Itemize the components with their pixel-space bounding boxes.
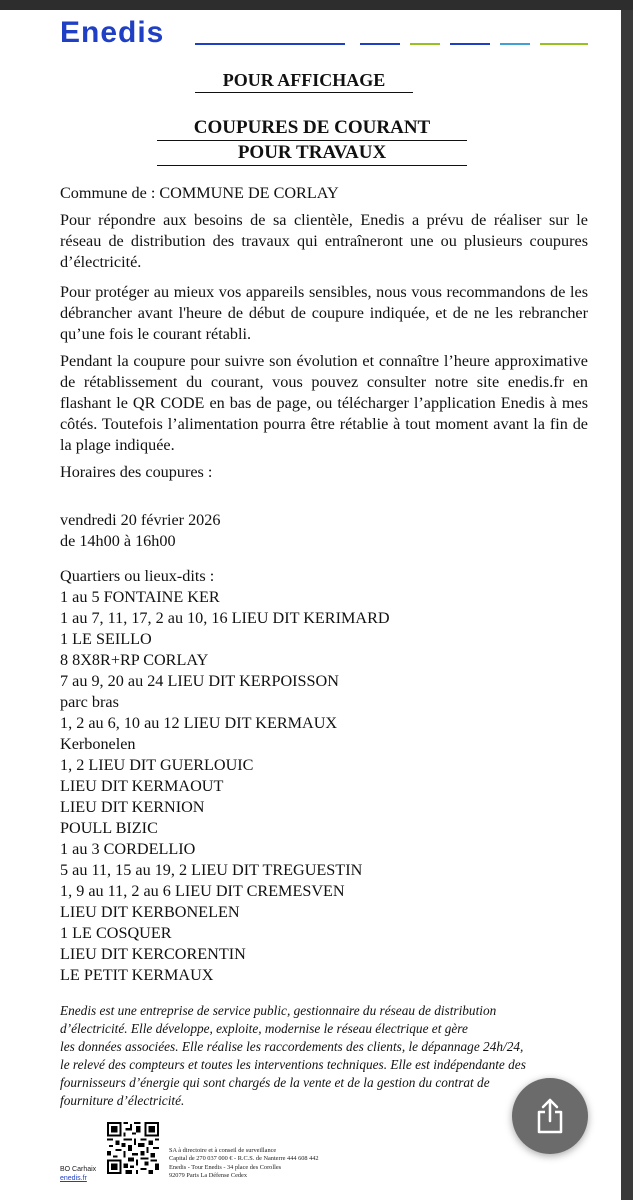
outage-time: de 14h00 à 16h00 bbox=[60, 532, 176, 550]
outage-date: vendredi 20 février 2026 bbox=[60, 511, 221, 529]
quartier-item: Kerbonelen bbox=[60, 735, 136, 753]
quartier-item: LE PETIT KERMAUX bbox=[60, 966, 214, 984]
top-bar bbox=[0, 0, 633, 10]
paragraph-protect: Pour protéger au mieux vos appareils sensibles, nous vous recommandons de les débrancher avant l'heure de début de coupure indiquée, et de ne les rebrancher qu’une fois le courant rétabli. bbox=[60, 283, 588, 343]
outage-schedule bbox=[60, 510, 588, 552]
quartiers-list bbox=[60, 587, 588, 986]
notice-heading: POUR AFFICHAGE bbox=[195, 70, 413, 93]
quartiers-section bbox=[60, 566, 588, 986]
quartier-item: 1 LE SEILLO bbox=[60, 630, 152, 648]
quartier-item: 8 8X8R+RP CORLAY bbox=[60, 651, 209, 669]
quartiers-label: Quartiers ou lieux-dits : bbox=[60, 567, 215, 585]
page-title bbox=[157, 116, 467, 166]
quartier-item: LIEU DIT KERCORENTIN bbox=[60, 945, 246, 963]
paragraph-intro: Pour répondre aux besoins de sa clientèle, Enedis a prévu de réaliser sur le réseau de distribution des travaux qui entraîneront une ou plusieurs coupures d’électricité. bbox=[60, 211, 588, 271]
legal-line: Capital de 270 037 000 € - R.C.S. de Nanterre 444 608 442 bbox=[169, 1155, 319, 1163]
quartier-item: 1 LE COSQUER bbox=[60, 924, 172, 942]
quartier-item: LIEU DIT KERNION bbox=[60, 798, 205, 816]
qr-code[interactable] bbox=[107, 1122, 159, 1174]
share-icon bbox=[533, 1097, 567, 1135]
footer-line: d’électricité. Elle développe, exploite, modernise le réseau électrique et gère bbox=[60, 1021, 468, 1036]
quartier-item: 1, 2 au 6, 10 au 12 LIEU DIT KERMAUX bbox=[60, 714, 338, 732]
title-line-2: POUR TRAVAUX bbox=[157, 141, 467, 166]
quartier-item: 1, 9 au 11, 2 au 6 LIEU DIT CREMESVEN bbox=[60, 882, 345, 900]
title-line-1: COUPURES DE COURANT bbox=[157, 116, 467, 141]
footer-line: fourniture d’électricité. bbox=[60, 1093, 185, 1108]
footer-line: le relevé des compteurs et toutes les interventions techniques. Elle est indépendante des bbox=[60, 1057, 526, 1072]
footer-line: fournisseurs d’énergie qui sont chargés de la vente et de la gestion du contrat de bbox=[60, 1075, 490, 1090]
quartier-item: 7 au 9, 20 au 24 LIEU DIT KERPOISSON bbox=[60, 672, 339, 690]
share-button[interactable] bbox=[512, 1078, 588, 1154]
quartier-item: POULL BIZIC bbox=[60, 819, 158, 837]
bo-info bbox=[60, 1165, 96, 1183]
brand-rule bbox=[60, 43, 588, 45]
footer-line: les données associées. Elle réalise les raccordements des clients, le dépannage 24h/24, bbox=[60, 1039, 524, 1054]
quartier-item: LIEU DIT KERMAOUT bbox=[60, 777, 224, 795]
document-page bbox=[0, 10, 621, 1200]
quartier-item: LIEU DIT KERBONELEN bbox=[60, 903, 240, 921]
quartier-item: 1 au 5 FONTAINE KER bbox=[60, 588, 220, 606]
website-link[interactable]: enedis.fr bbox=[60, 1175, 87, 1182]
scrollbar[interactable] bbox=[621, 10, 633, 1200]
quartier-item: 1 au 3 CORDELLIO bbox=[60, 840, 196, 858]
footer-line: Enedis est une entreprise de service public, gestionnaire du réseau de distribution bbox=[60, 1003, 497, 1018]
bo-name: BO Carhaix bbox=[60, 1166, 97, 1173]
commune-line: Commune de : COMMUNE DE CORLAY bbox=[60, 184, 339, 202]
enedis-logo: Enedis bbox=[60, 16, 165, 49]
legal-line: SA à directoire et à conseil de surveillance bbox=[169, 1147, 277, 1154]
horaires-label: Horaires des coupures : bbox=[60, 463, 213, 481]
quartier-item: 1 au 7, 11, 17, 2 au 10, 16 LIEU DIT KERIMARD bbox=[60, 609, 390, 627]
paragraph-follow: Pendant la coupure pour suivre son évolution et connaître l’heure approximative de rétablissement du courant, vous pouvez consulter notre site enedis.fr en flashant le QR CODE en bas de page, ou télécharger l’application Enedis à mes côtés. Toutefois l’alimentation pourra être rétablie à tout moment avant la fin de la plage indiquée. bbox=[60, 352, 588, 454]
legal-line: Enedis - Tour Enedis - 34 place des Corolles bbox=[169, 1163, 282, 1171]
company-description bbox=[60, 1002, 590, 1110]
quartier-item: 1, 2 LIEU DIT GUERLOUIC bbox=[60, 756, 254, 774]
legal-line: 92079 Paris La Défense Cedex bbox=[169, 1172, 247, 1180]
quartier-item: parc bras bbox=[60, 693, 119, 711]
quartier-item: 5 au 11, 15 au 19, 2 LIEU DIT TREGUESTIN bbox=[60, 861, 363, 879]
legal-info bbox=[169, 1147, 319, 1181]
